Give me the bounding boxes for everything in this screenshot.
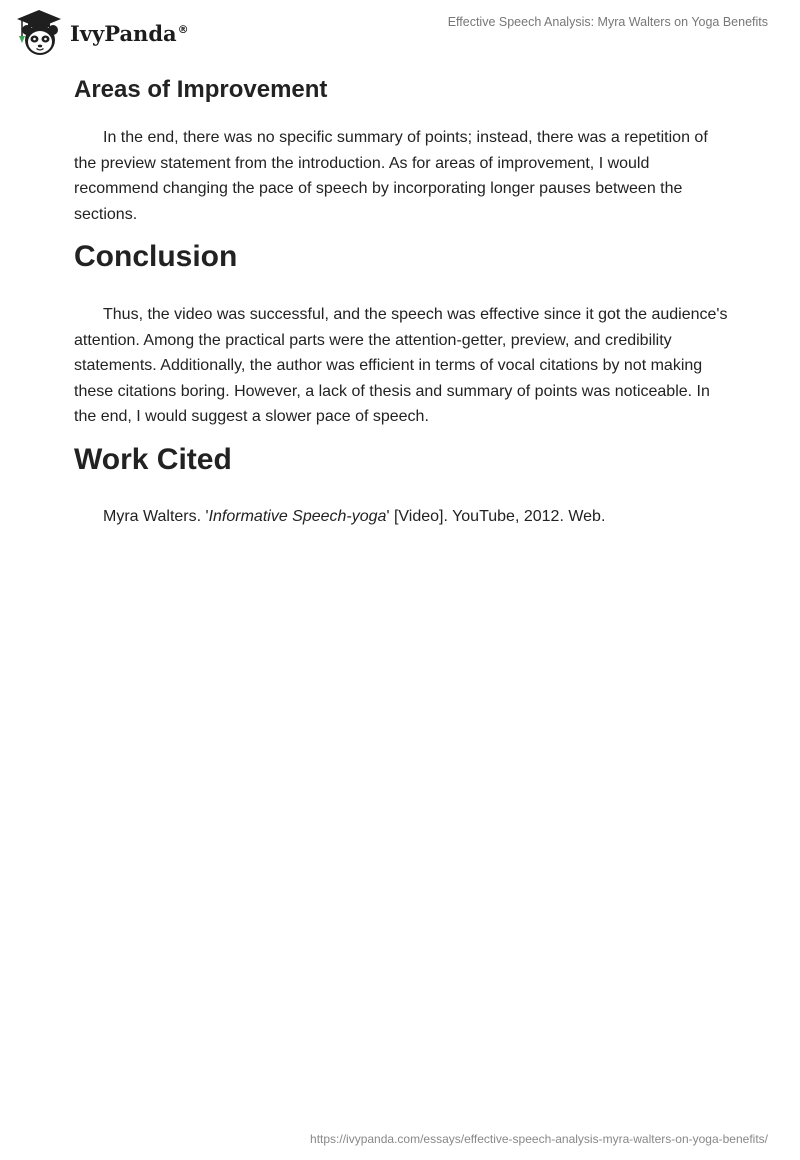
citation-title: Informative Speech-yoga: [208, 507, 387, 525]
logo-name: IvyPanda: [70, 20, 177, 46]
citation-entry: [74, 504, 730, 530]
logo-registered-mark: ®: [177, 22, 189, 36]
heading-areas-of-improvement: Areas of Improvement: [74, 76, 328, 103]
document-title: Effective Speech Analysis: Myra Walters on Yoga Benefits: [447, 15, 768, 29]
essay-content: [74, 70, 730, 529]
page-header: [0, 0, 800, 64]
logo-text: [70, 21, 189, 46]
ivypanda-logo[interactable]: [14, 8, 189, 58]
paragraph-conclusion: Thus, the video was successful, and the speech was effective since it got the audience's attention. Among the practical parts were the attention-getter, preview, and credibility statements. Additionally, the author was efficient in terms of vocal citations by not making these citations boring. However, a lack of thesis and summary of points was noticeable. In the end, I would suggest a slower pace of speech.: [74, 306, 728, 425]
citation-details: ' [Video]. YouTube, 2012. Web.: [386, 507, 606, 525]
panda-graduate-icon: [14, 8, 64, 58]
citation-author: Myra Walters. ': [103, 507, 209, 525]
footer-url[interactable]: https://ivypanda.com/essays/effective-speech-analysis-myra-walters-on-yoga-benefits/: [310, 1132, 768, 1146]
heading-conclusion: Conclusion: [74, 240, 238, 273]
paragraph-areas-of-improvement: In the end, there was no specific summary of points; instead, there was a repetition of the preview statement from the introduction. As for areas of improvement, I would recommend changing the pace of speech by incorporating longer pauses between the sections.: [74, 129, 708, 223]
heading-work-cited: Work Cited: [74, 442, 232, 476]
